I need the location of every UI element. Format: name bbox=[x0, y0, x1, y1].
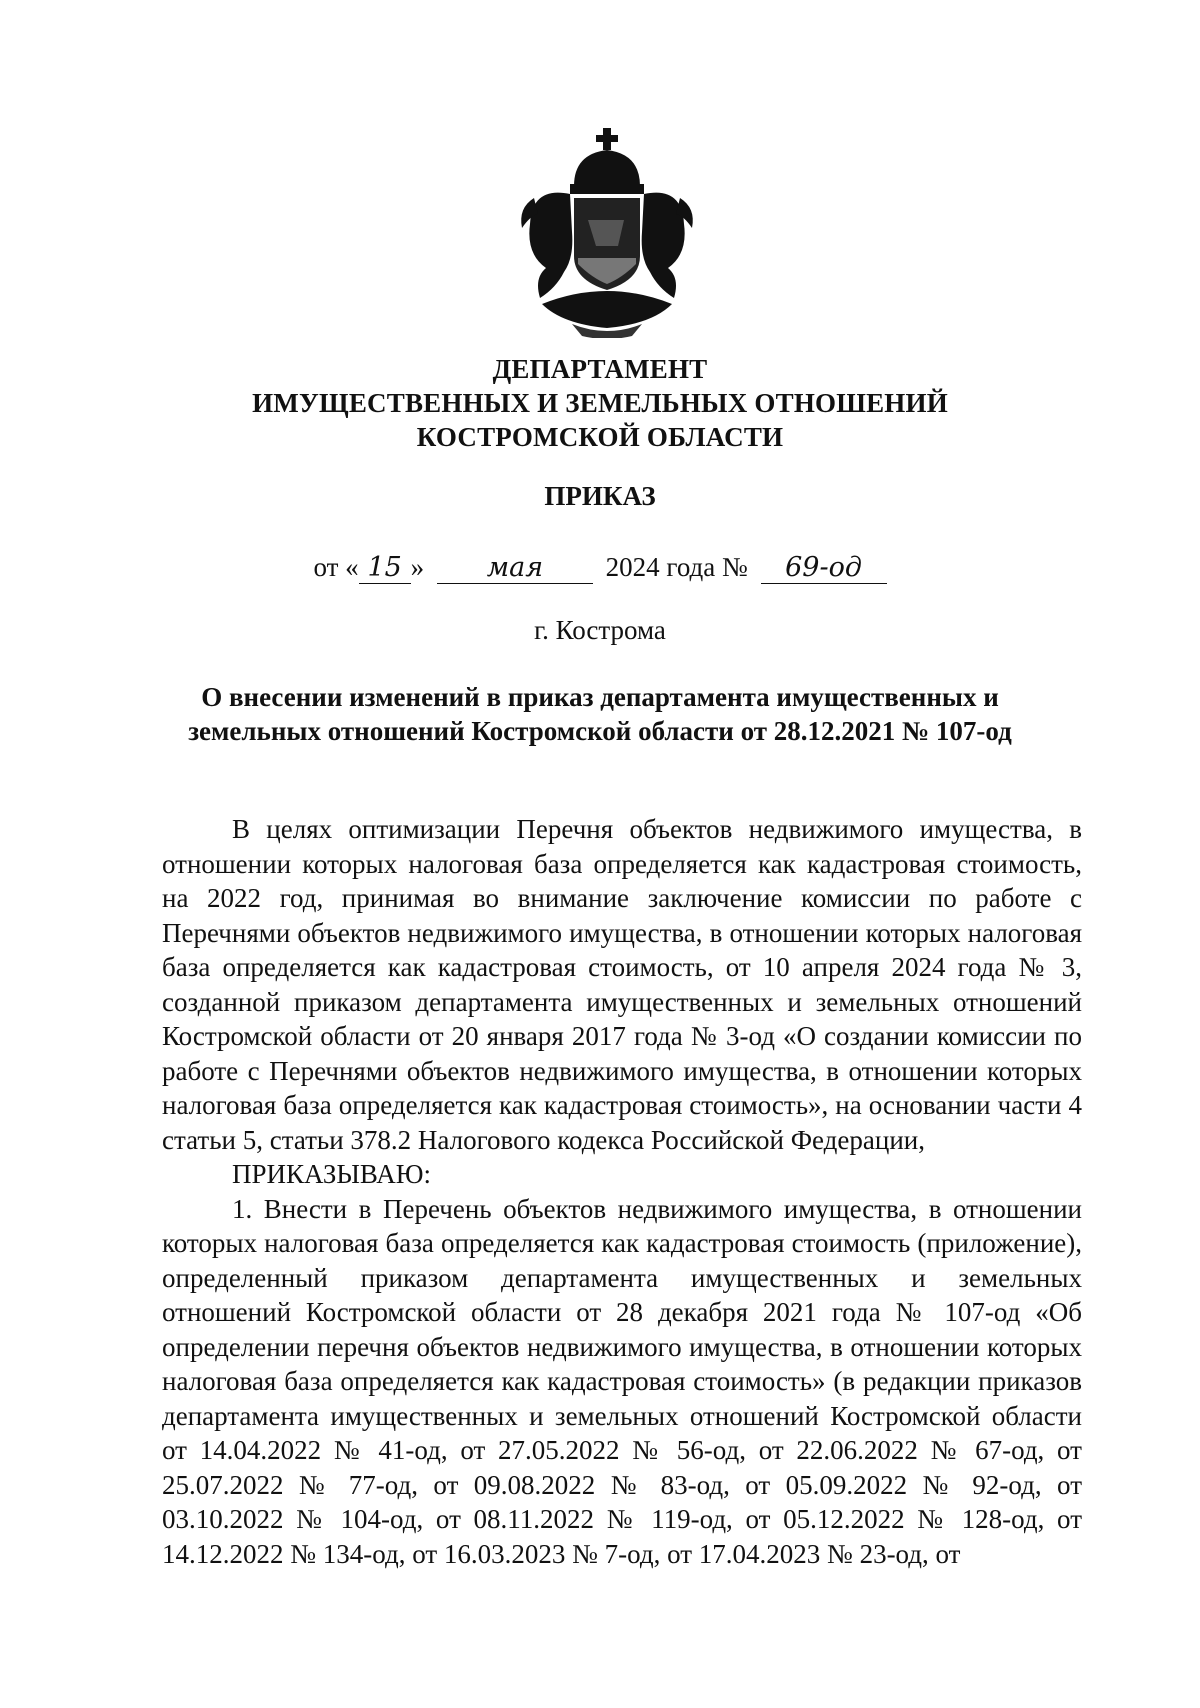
body-paragraph-2: 1. Внести в Перечень объектов недвижимого имущества, в отношении которых налоговая база определяется как кадастровая стоимость (приложение), определенный приказом департамента имущественных и земельных отношений Костромской области от 28 декабря 2021 года № 107-од «Об определении перечня объектов недвижимого имущества, в отношении которых налоговая база определяется как кадастровая стоимость» (в редакции приказов департамента имущественных и земельных отношений Костромской области от 14.04.2022 № 41-од, от 27.05.2022 № 56-од, от 22.06.2022 № 67-од, от 25.07.2022 № 77-од, от 09.08.2022 № 83-од, от 05.09.2022 № 92-од, от 03.10.2022 № 104-од, от 08.11.2022 № 119-од, от 05.12.2022 № 128-од, от 14.12.2022 № 134-од, от 16.03.2023 № 7-од, от 17.04.2023 № 23-од, от bbox=[162, 1193, 1082, 1569]
city-line: г. Кострома bbox=[534, 615, 666, 645]
handwritten-order-number: 69-од bbox=[761, 553, 887, 584]
date-line bbox=[0, 552, 1200, 584]
header-line-3: КОСТРОМСКОЙ ОБЛАСТИ bbox=[416, 422, 784, 452]
handwritten-day: 15 bbox=[359, 553, 411, 584]
document-body bbox=[162, 812, 1082, 1571]
document-type: ПРИКАЗ bbox=[544, 481, 656, 511]
header-line-2: ИМУЩЕСТВЕННЫХ И ЗЕМЕЛЬНЫХ ОТНОШЕНИЙ bbox=[252, 388, 948, 418]
order-word: ПРИКАЗЫВАЮ: bbox=[232, 1159, 431, 1189]
header-line-1: ДЕПАРТАМЕНТ bbox=[492, 354, 708, 384]
kostroma-coat-of-arms-icon bbox=[512, 128, 702, 338]
subject-line-2: земельных отношений Костромской области от 28.12.2021 № 107-од bbox=[188, 716, 1012, 746]
date-close-quote: » bbox=[410, 552, 425, 582]
date-year-text: 2024 года № bbox=[605, 552, 748, 582]
order-subject bbox=[0, 680, 1200, 748]
body-paragraph-1: В целях оптимизации Перечня объектов недвижимого имущества, в отношении которых налоговая база определяется как кадастровая стоимость, на 2022 год, принимая во внимание заключение комиссии по работе с Перечнями объектов недвижимого имущества, в отношении которых налоговая база определяется как кадастровая стоимость, от 10 апреля 2024 года № 3, созданной приказом департамента имущественных и земельных отношений Костромской области от 20 января 2017 года № 3-од «О создании комиссии по работе с Перечнями объектов недвижимого имущества, в отношении которых налоговая база определяется как кадастровая стоимость», на основании части 4 статьи 5, статьи 378.2 Налогового кодекса Российской Федерации, bbox=[162, 814, 1082, 1155]
subject-line-1: О внесении изменений в приказ департамента имущественных и bbox=[201, 682, 999, 712]
department-header bbox=[0, 352, 1200, 454]
handwritten-month: мая bbox=[437, 553, 593, 584]
date-prefix: от « bbox=[313, 552, 359, 582]
